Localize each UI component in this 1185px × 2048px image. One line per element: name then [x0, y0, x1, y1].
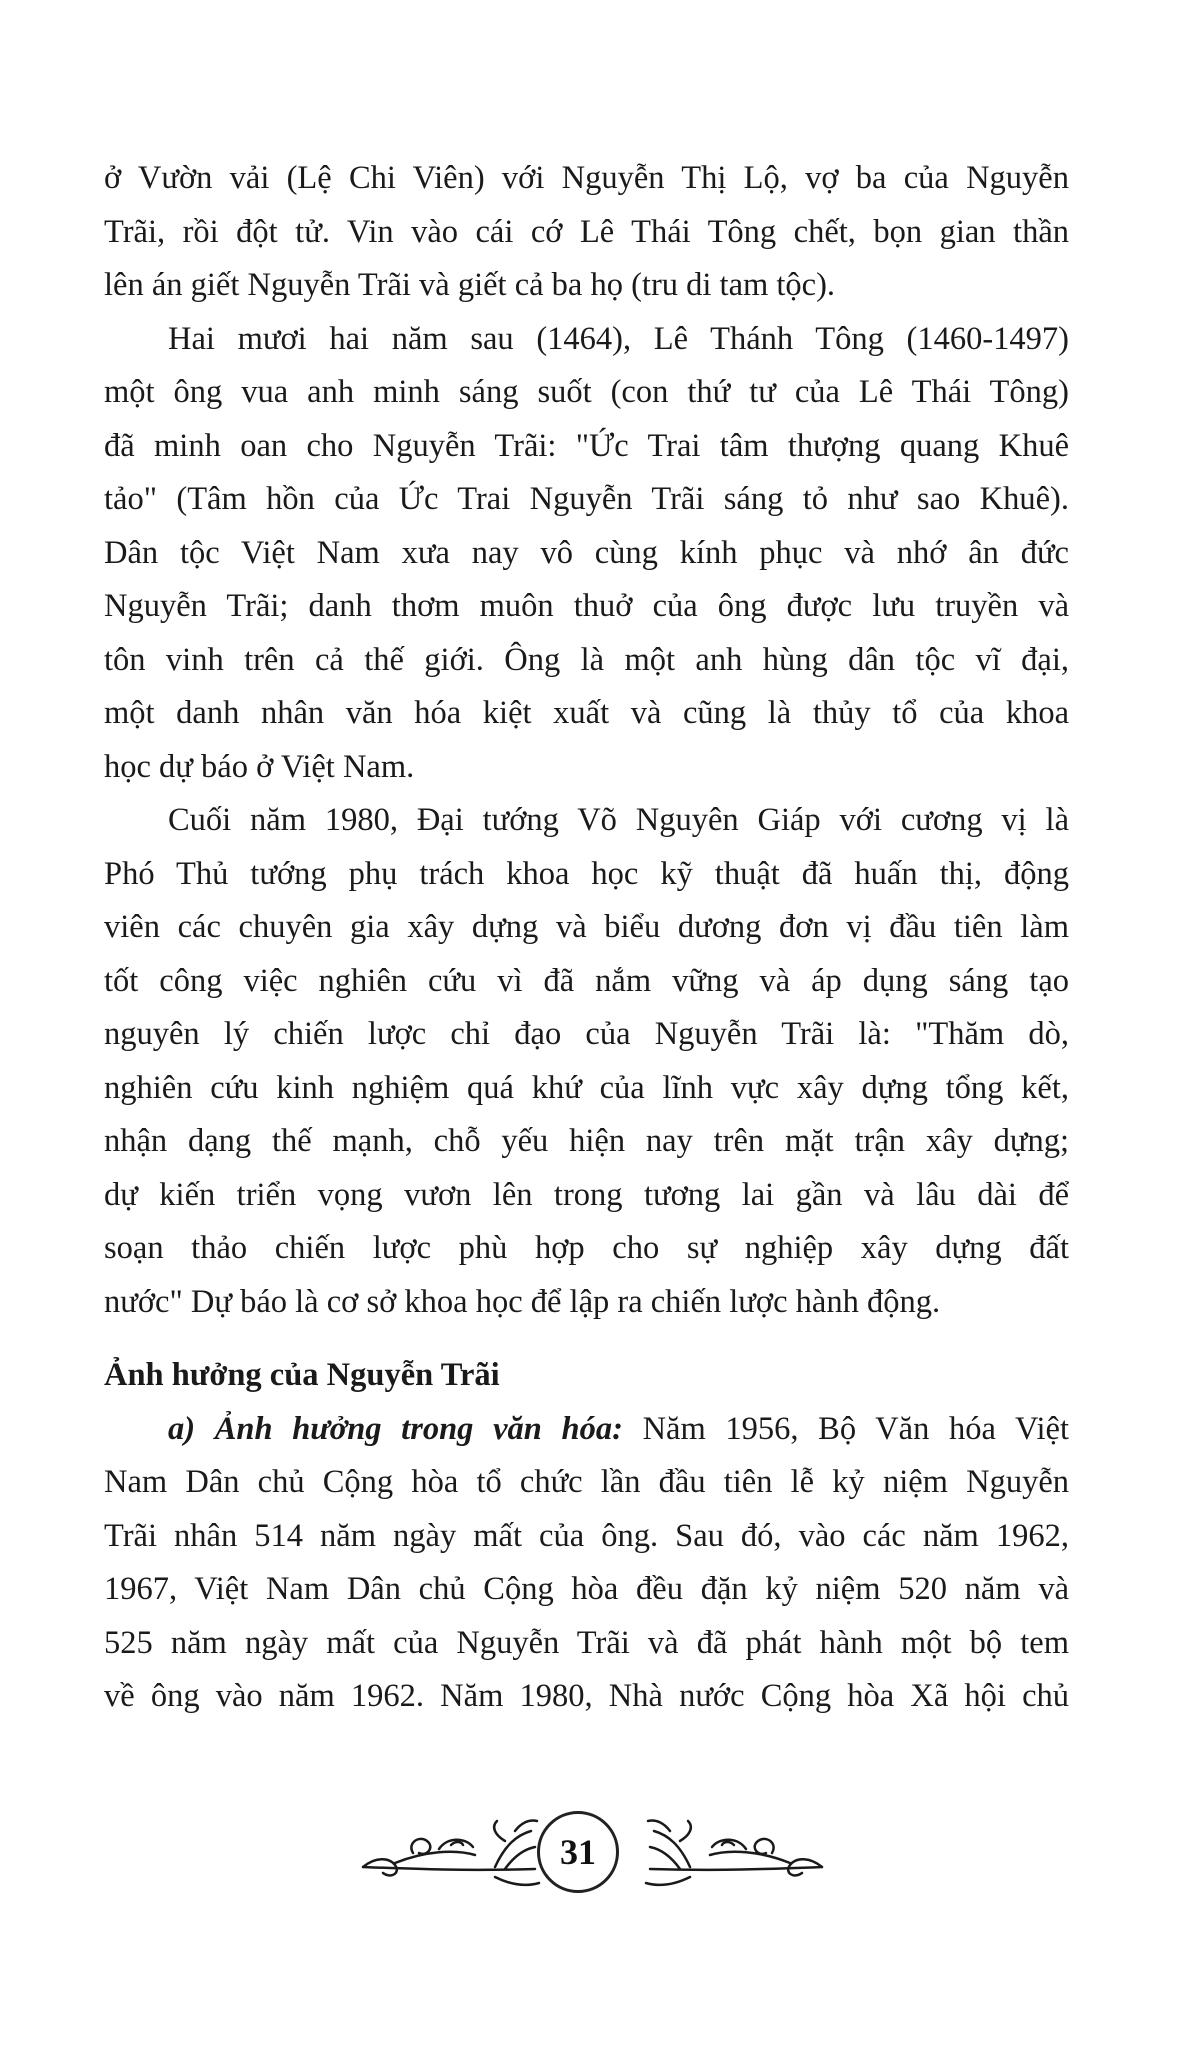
text-run: Năm 1956, Bộ Văn hóa Việt	[622, 1410, 1069, 1447]
text-line: nước" Dự báo là cơ sở khoa học để lập ra chiến lược hành động.	[104, 1283, 941, 1320]
subsection-label: a) Ảnh hưởng trong văn hóa:	[168, 1410, 623, 1447]
text-line: Trãi nhân 514 năm ngày mất của ông. Sau đó, vào các năm 1962,	[104, 1517, 1069, 1554]
text-line: nguyên lý chiến lược chỉ đạo của Nguyễn Trãi là: "Thăm dò,	[104, 1016, 1069, 1052]
text-line: tảo" (Tâm hồn của Ức Trai Nguyễn Trãi sáng tỏ như sao Khuê).	[104, 481, 1069, 517]
text-line: Dân tộc Việt Nam xưa nay vô cùng kính phục và nhớ ân đức	[104, 534, 1069, 571]
paragraph-3	[104, 794, 1069, 1329]
text-line: đã minh oan cho Nguyễn Trãi: "Ức Trai tâm thượng quang Khuê	[104, 427, 1069, 464]
page-footer	[355, 1805, 830, 1915]
text-line: Trãi, rồi đột tử. Vin vào cái cớ Lê Thái Tông chết, bọn gian thần	[104, 213, 1069, 250]
text-line: về ông vào năm 1962. Năm 1980, Nhà nước Cộng hòa Xã hội chủ	[104, 1678, 1069, 1714]
text-line: một danh nhân văn hóa kiệt xuất và cũng là thủy tổ của khoa	[104, 695, 1069, 731]
text-line: ở Vườn vải (Lệ Chi Viên) với Nguyễn Thị Lộ, vợ ba của Nguyễn	[104, 160, 1069, 196]
text-line: Phó Thủ tướng phụ trách khoa học kỹ thuật đã huấn thị, động	[104, 855, 1069, 892]
section-a	[104, 1403, 1069, 1724]
text-line: 1967, Việt Nam Dân chủ Cộng hòa đều đặn kỷ niệm 520 năm và	[104, 1571, 1069, 1607]
text-line: nghiên cứu kinh nghiệm quá khứ của lĩnh vực xây dựng tổng kết,	[104, 1069, 1069, 1106]
page-number: 31	[537, 1811, 619, 1893]
text-line: nhận dạng thế mạnh, chỗ yếu hiện nay trên mặt trận xây dựng;	[104, 1123, 1069, 1159]
text-line: học dự báo ở Việt Nam.	[104, 748, 415, 785]
text-line: lên án giết Nguyễn Trãi và giết cả ba họ (tru di tam tộc).	[104, 267, 836, 303]
section-gap	[104, 1329, 1069, 1349]
text-line: 525 năm ngày mất của Nguyễn Trãi và đã phát hành một bộ tem	[104, 1624, 1069, 1661]
text-line: soạn thảo chiến lược phù hợp cho sự nghiệp xây dựng đất	[104, 1230, 1069, 1266]
paragraph-1	[104, 152, 1069, 313]
text-line: Nguyễn Trãi; danh thơm muôn thuở của ông được lưu truyền và	[104, 588, 1069, 624]
text-line	[104, 1403, 1069, 1457]
section-heading: Ảnh hưởng của Nguyễn Trãi	[104, 1357, 500, 1393]
page-text	[104, 152, 1069, 1724]
text-line: Hai mươi hai năm sau (1464), Lê Thánh Tông (1460-1497)	[168, 320, 1069, 357]
text-line: một ông vua anh minh sáng suốt (con thứ tư của Lê Thái Tông)	[104, 374, 1069, 410]
paragraph-2	[104, 313, 1069, 795]
text-line: Cuối năm 1980, Đại tướng Võ Nguyên Giáp với cương vị là	[168, 802, 1069, 838]
text-line: tốt công việc nghiên cứu vì đã nắm vững và áp dụng sáng tạo	[104, 962, 1069, 999]
text-line: viên các chuyên gia xây dựng và biểu dương đơn vị đầu tiên làm	[104, 909, 1069, 945]
text-line: tôn vinh trên cả thế giới. Ông là một anh hùng dân tộc vĩ đại,	[104, 641, 1069, 678]
text-line: dự kiến triển vọng vươn lên trong tương lai gần và lâu dài để	[104, 1176, 1069, 1213]
text-line: Nam Dân chủ Cộng hòa tổ chức lần đầu tiên lễ kỷ niệm Nguyễn	[104, 1464, 1069, 1500]
